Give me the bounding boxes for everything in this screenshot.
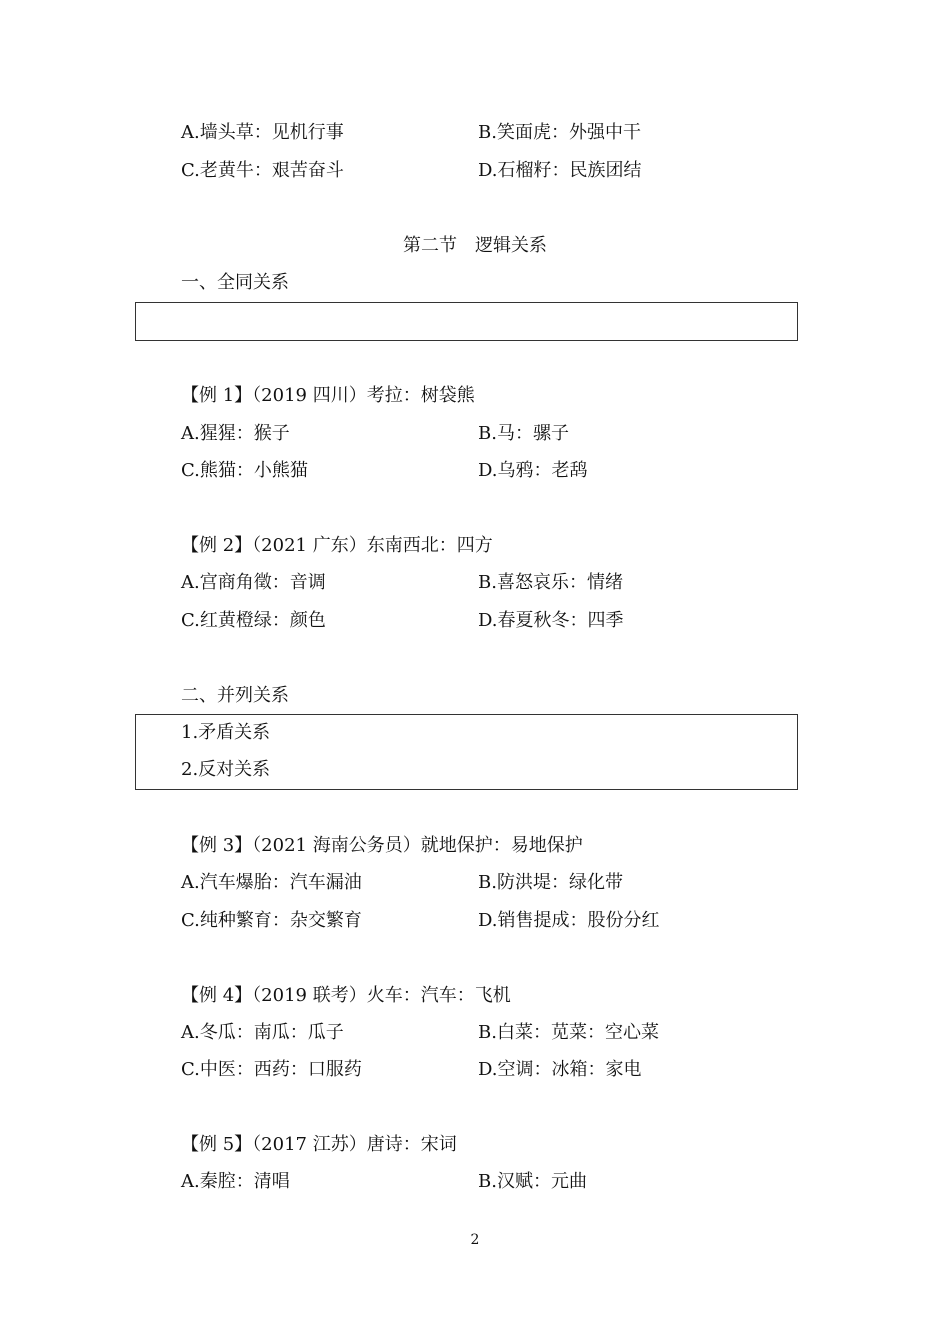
- part1-heading: 一、全同关系: [181, 272, 289, 293]
- example-4-stem: 【例 4】（2019 联考）火车：汽车：飞机: [181, 985, 511, 1006]
- example-1-stem: 【例 1】（2019 四川）考拉：树袋熊: [181, 385, 475, 406]
- example-3-stem: 【例 3】（2021 海南公务员）就地保护：易地保护: [181, 835, 583, 856]
- section-title: 第二节 逻辑关系: [403, 235, 547, 256]
- example-1-option-c: C.熊猫：小熊猫: [181, 460, 308, 481]
- example-5-option-a: A.秦腔：清唱: [181, 1171, 290, 1192]
- option-b: B.笑面虎：外强中干: [478, 122, 641, 143]
- example-3-option-b: B.防洪堤：绿化带: [478, 872, 623, 893]
- part1-note-box: [135, 302, 798, 341]
- example-2-option-a: A.宫商角徵：音调: [181, 572, 326, 593]
- example-2-option-d: D.春夏秋冬：四季: [478, 610, 624, 631]
- option-c: C.老黄牛：艰苦奋斗: [181, 160, 344, 181]
- example-4-option-d: D.空调：冰箱：家电: [478, 1059, 642, 1080]
- example-4-option-b: B.白菜：苋菜：空心菜: [478, 1022, 659, 1043]
- example-2-option-b: B.喜怒哀乐：情绪: [478, 572, 623, 593]
- example-4-option-a: A.冬瓜：南瓜：瓜子: [181, 1022, 344, 1043]
- part2-item-1: 1.矛盾关系: [181, 722, 271, 743]
- option-a: A.墙头草：见机行事: [181, 122, 344, 143]
- example-1-option-a: A.猩猩：猴子: [181, 423, 290, 444]
- example-3-option-c: C.纯种繁育：杂交繁育: [181, 910, 362, 931]
- example-5-stem: 【例 5】（2017 江苏）唐诗：宋词: [181, 1134, 457, 1155]
- example-2-stem: 【例 2】（2021 广东）东南西北：四方: [181, 535, 493, 556]
- part2-item-2: 2.反对关系: [181, 759, 271, 780]
- page-number: 2: [470, 1232, 480, 1248]
- example-5-option-b: B.汉赋：元曲: [478, 1171, 587, 1192]
- example-3-option-d: D.销售提成：股份分红: [478, 910, 660, 931]
- example-4-option-c: C.中医：西药：口服药: [181, 1059, 362, 1080]
- example-3-option-a: A.汽车爆胎：汽车漏油: [181, 872, 362, 893]
- option-d: D.石榴籽：民族团结: [478, 160, 642, 181]
- part2-heading: 二、并列关系: [181, 685, 289, 706]
- example-1-option-b: B.马：骡子: [478, 423, 569, 444]
- example-1-option-d: D.乌鸦：老鸹: [478, 460, 588, 481]
- example-2-option-c: C.红黄橙绿：颜色: [181, 610, 326, 631]
